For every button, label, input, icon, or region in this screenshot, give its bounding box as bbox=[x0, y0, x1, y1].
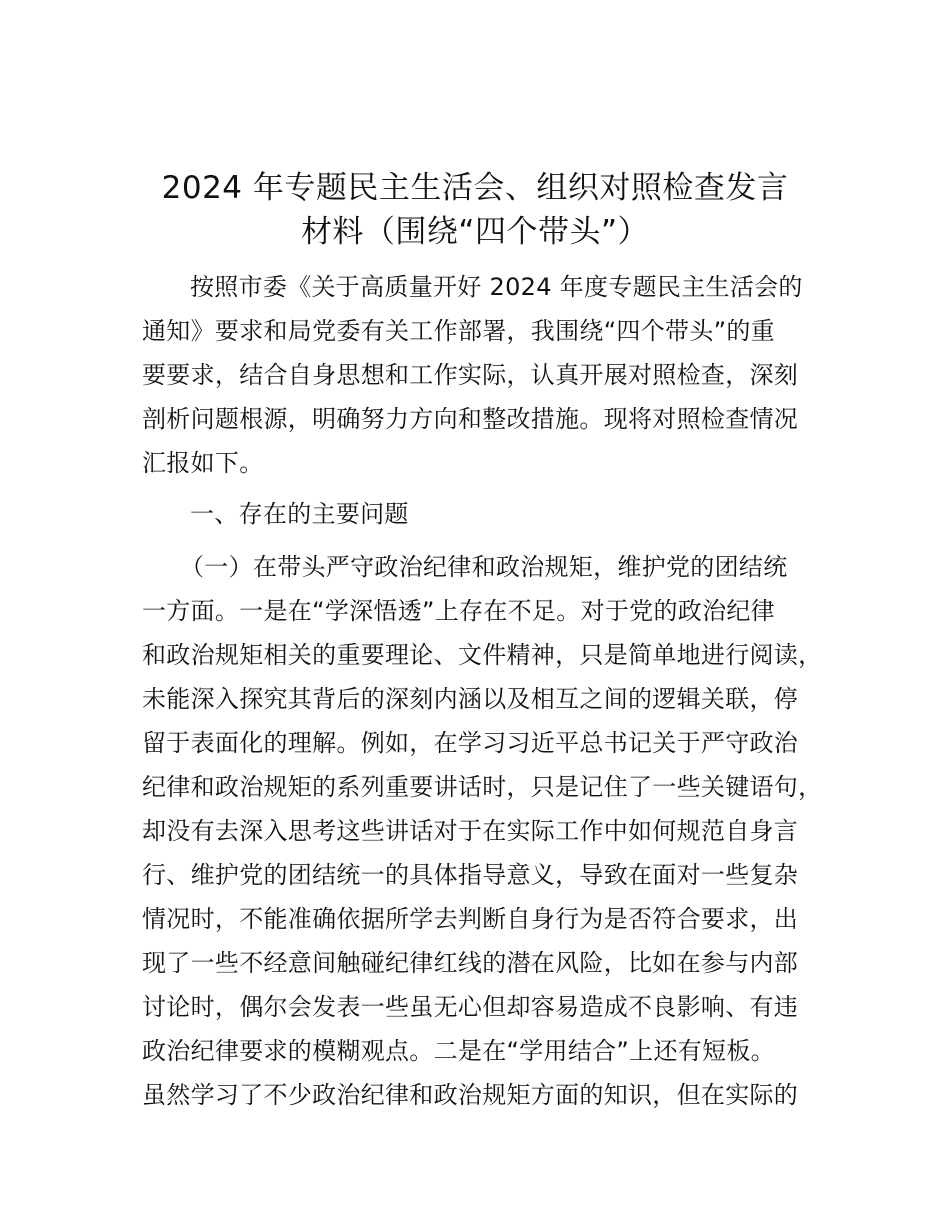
paragraph-line: 剖析问题根源，明确努力方向和整改措施。现将对照检查情况 bbox=[142, 405, 799, 433]
paragraph-line: 纪律和政治规矩的系列重要讲话时，只是记住了一些关键语句， bbox=[142, 773, 823, 801]
paragraph-line: 现了一些不经意间触碰纪律红线的潜在风险，比如在参与内部 bbox=[142, 949, 799, 977]
paragraph-line: 通知》要求和局党委有关工作部署，我围绕“四个带头”的重 bbox=[142, 317, 775, 345]
paragraph-line: 虽然学习了不少政治纪律和政治规矩方面的知识，但在实际的 bbox=[142, 1081, 799, 1109]
paragraph-line: 却没有去深入思考这些讲话对于在实际工作中如何规范自身言 bbox=[142, 817, 799, 845]
paragraph-line: 留于表面化的理解。例如，在学习习近平总书记关于严守政治 bbox=[142, 729, 799, 757]
paragraph-line: （一）在带头严守政治纪律和政治规矩，维护党的团结统 bbox=[180, 553, 788, 581]
paragraph-line: 要要求，结合自身思想和工作实际，认真开展对照检查，深刻 bbox=[142, 361, 799, 389]
paragraph-line: 未能深入探究其背后的深刻内涵以及相互之间的逻辑关联，停 bbox=[142, 685, 799, 713]
document-title-line-2: 材料（围绕“四个带头”） bbox=[300, 214, 650, 250]
paragraph-line: 一方面。一是在“学深悟透”上存在不足。对于党的政治纪律 bbox=[142, 597, 775, 625]
paragraph-line: 情况时，不能准确依据所学去判断自身行为是否符合要求，出 bbox=[142, 905, 799, 933]
paragraph-line: 按照市委《关于高质量开好 2024 年度专题民主生活会的 bbox=[190, 273, 803, 301]
section-heading: 一、存在的主要问题 bbox=[190, 500, 409, 528]
document-title-line-1: 2024 年专题民主生活会、组织对照检查发言 bbox=[161, 170, 789, 206]
paragraph-line: 行、维护党的团结统一的具体指导意义，导致在面对一些复杂 bbox=[142, 861, 799, 889]
paragraph-line: 政治纪律要求的模糊观点。二是在“学用结合”上还有短板。 bbox=[142, 1037, 775, 1065]
paragraph-line: 和政治规矩相关的重要理论、文件精神，只是简单地进行阅读， bbox=[142, 641, 823, 669]
paragraph-line: 讨论时，偶尔会发表一些虽无心但却容易造成不良影响、有违 bbox=[142, 993, 799, 1021]
paragraph-line: 汇报如下。 bbox=[142, 449, 264, 477]
